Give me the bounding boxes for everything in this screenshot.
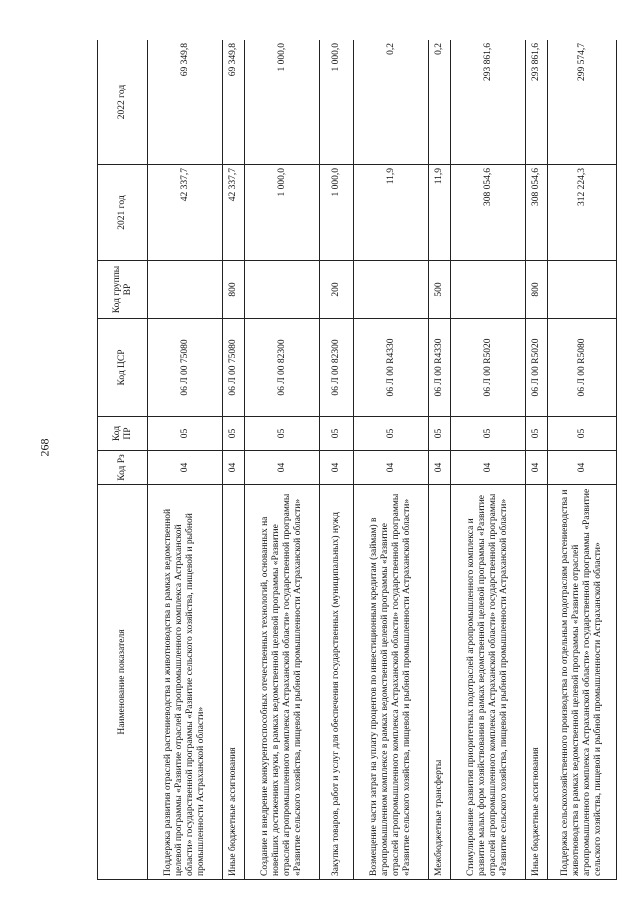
header-rz: Код Рз	[98, 451, 148, 485]
cell-name: Поддержка развития отраслей растениеводства и животноводства в рамках ведомственной целевой программы «Развитие отраслей агропромышленного комплекса Астраханской области» государственной программы «Развитие сельского хозяйства, пищевой и рыбной промышленности Астраханской области»	[148, 485, 223, 880]
budget-table-sheet	[97, 40, 617, 880]
table-row	[245, 40, 320, 880]
cell-pr: 05	[223, 417, 245, 451]
cell-2021: 308 054,6	[526, 165, 548, 261]
header-2021: 2021 год	[98, 165, 148, 261]
table-row	[223, 40, 245, 880]
cell-2022: 69 349,8	[223, 40, 245, 165]
cell-vr	[451, 261, 526, 319]
cell-vr	[354, 261, 429, 319]
cell-csr: 06 Л 00 75080	[223, 319, 245, 417]
cell-rz: 04	[429, 451, 451, 485]
table-row	[548, 40, 617, 880]
table-row	[429, 40, 451, 880]
cell-2022: 69 349,8	[148, 40, 223, 165]
cell-rz: 04	[548, 451, 617, 485]
cell-2021: 11,9	[429, 165, 451, 261]
cell-rz: 04	[451, 451, 526, 485]
cell-2021: 42 337,7	[223, 165, 245, 261]
cell-2021: 1 000,0	[245, 165, 320, 261]
cell-name: Межбюджетные трансферты	[429, 485, 451, 880]
cell-name: Создание и внедрение конкурентоспособных отечественных технологий, основанных на новейших достижениях науки, в рамках ведомственной целевой программы «Развитие отраслей агропромышленного комплекса Астраханской области» государственной программы «Развитие сельского хозяйства, пищевой и рыбной промышленности Астраханской области»	[245, 485, 320, 880]
cell-name: Иные бюджетные ассигнования	[526, 485, 548, 880]
cell-vr: 500	[429, 261, 451, 319]
header-2022: 2022 год	[98, 40, 148, 165]
cell-pr: 05	[245, 417, 320, 451]
cell-2022: 293 861,6	[526, 40, 548, 165]
header-name: Наименование показателя	[98, 485, 148, 880]
cell-pr: 05	[526, 417, 548, 451]
cell-name: Закупка товаров, работ и услуг для обеспечения государственных (муниципальных) нужд	[320, 485, 354, 880]
cell-pr: 05	[451, 417, 526, 451]
cell-2021: 1 000,0	[320, 165, 354, 261]
cell-2022: 1 000,0	[320, 40, 354, 165]
cell-vr	[245, 261, 320, 319]
cell-pr: 05	[429, 417, 451, 451]
cell-name: Возмещение части затрат на уплату процентов по инвестиционным кредитам (займам) в агропромышленном комплексе в рамках ведомственной целевой программы «Развитие отраслей агропромышленного комплекса Астраханской области» государственной программы «Развитие сельского хозяйства, пищевой и рыбной промышленности Астраханской области»	[354, 485, 429, 880]
cell-2022: 0,2	[354, 40, 429, 165]
cell-2022: 1 000,0	[245, 40, 320, 165]
cell-2022: 299 574,7	[548, 40, 617, 165]
budget-table	[97, 40, 617, 880]
cell-rz: 04	[320, 451, 354, 485]
cell-pr: 05	[148, 417, 223, 451]
cell-rz: 04	[245, 451, 320, 485]
rotated-table-container	[97, 40, 617, 880]
cell-csr: 06 Л 00 82300	[320, 319, 354, 417]
table-row	[354, 40, 429, 880]
cell-name: Стимулирование развития приоритетных подотраслей агропромышленного комплекса и развитие малых форм хозяйствования в рамках ведомственной целевой программы «Развитие отраслей агропромышленного комплекса Астраханской области» государственной программы «Развитие сельского хозяйства, пищевой и рыбной промышленности Астраханской области»	[451, 485, 526, 880]
cell-vr: 800	[526, 261, 548, 319]
cell-csr: 06 Л 00 R4330	[429, 319, 451, 417]
page-number: 268	[37, 438, 52, 457]
header-vr: Код группы ВР	[98, 261, 148, 319]
table-header-row	[98, 40, 148, 880]
cell-vr	[148, 261, 223, 319]
header-pr: Код ПР	[98, 417, 148, 451]
cell-vr: 200	[320, 261, 354, 319]
cell-rz: 04	[148, 451, 223, 485]
cell-2021: 308 054,6	[451, 165, 526, 261]
cell-name: Иные бюджетные ассигнования	[223, 485, 245, 880]
cell-rz: 04	[223, 451, 245, 485]
cell-csr: 06 Л 00 R4330	[354, 319, 429, 417]
cell-csr: 06 Л 00 R5080	[548, 319, 617, 417]
cell-name: Поддержка сельскохозяйственного производства по отдельным подотраслям растениеводства и животноводства в рамках ведомственной целевой программы «Развитие отраслей агропромышленного комплекса Астраханской области» государственной программы «Развитие сельского хозяйства, пищевой и рыбной промышленности Астраханской области»	[548, 485, 617, 880]
cell-csr: 06 Л 00 R5020	[526, 319, 548, 417]
cell-vr: 800	[223, 261, 245, 319]
cell-rz: 04	[526, 451, 548, 485]
cell-vr	[548, 261, 617, 319]
header-csr: Код ЦСР	[98, 319, 148, 417]
table-row	[526, 40, 548, 880]
cell-2021: 42 337,7	[148, 165, 223, 261]
cell-pr: 05	[548, 417, 617, 451]
cell-2021: 11,9	[354, 165, 429, 261]
cell-csr: 06 Л 00 R5020	[451, 319, 526, 417]
table-row	[148, 40, 223, 880]
cell-2022: 0,2	[429, 40, 451, 165]
cell-csr: 06 Л 00 82300	[245, 319, 320, 417]
table-row	[320, 40, 354, 880]
cell-2021: 312 224,3	[548, 165, 617, 261]
cell-pr: 05	[320, 417, 354, 451]
cell-csr: 06 Л 00 75080	[148, 319, 223, 417]
cell-pr: 05	[354, 417, 429, 451]
table-row	[451, 40, 526, 880]
cell-2022: 293 861,6	[451, 40, 526, 165]
cell-rz: 04	[354, 451, 429, 485]
